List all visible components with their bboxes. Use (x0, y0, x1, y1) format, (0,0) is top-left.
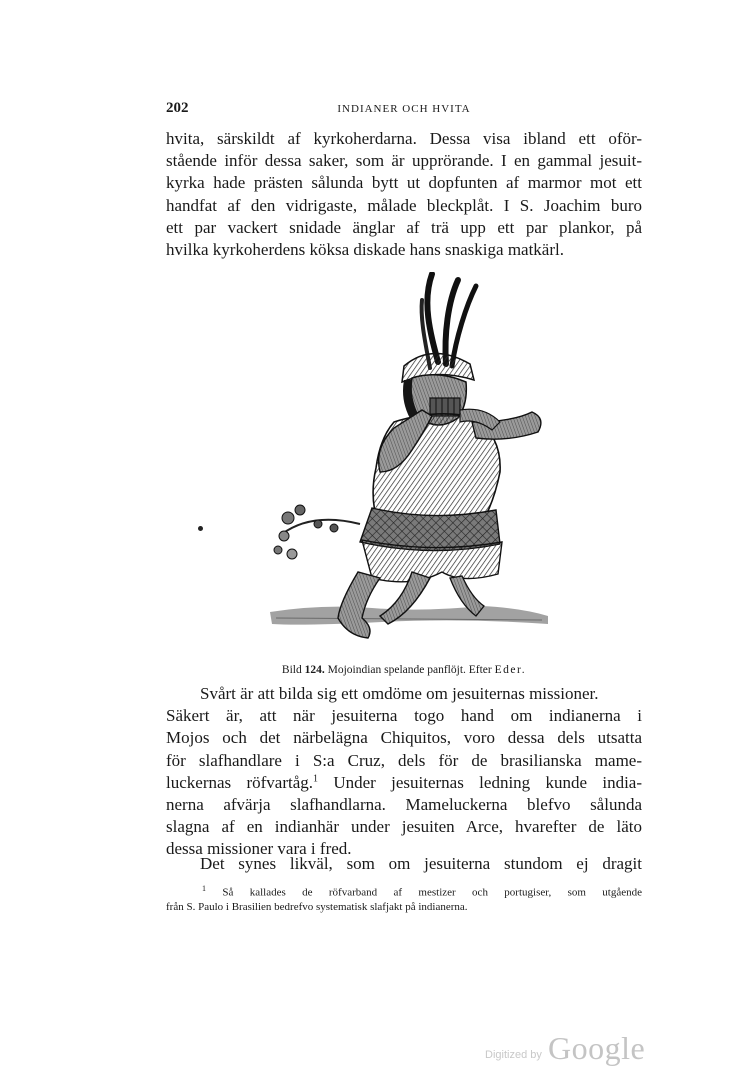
paragraph-top (166, 128, 642, 261)
text-line: kyrka hade prästen sålunda bytt ut dopfunten af marmor mot ett (166, 173, 642, 193)
footnote-line (166, 882, 642, 900)
text-line: handfat af den vidrigaste, målade bleckplåt. I S. Joachim buro (166, 195, 642, 215)
caption-number: 124. (304, 664, 325, 676)
text-segment: Under jesuiternas ledning kunde india- (333, 772, 643, 792)
caption-text: Mojoindian spelande panflöjt. Efter (327, 664, 492, 676)
paragraph-last (166, 853, 642, 875)
text-line: slagna af en indianhär under jesuiten Arce, hvarefter de läto (166, 817, 642, 837)
paragraph-main (166, 683, 642, 861)
footnote-marker: 1 (202, 884, 206, 893)
caption-author: Eder. (494, 664, 527, 676)
text-line: för slafhandlare i S:a Cruz, dels för de brasilianska mame- (166, 750, 642, 770)
google-logo: Google (548, 1030, 646, 1066)
caption-prefix: Bild (281, 664, 302, 676)
text-line: hvilka kyrkoherdens köksa diskade hans snaskiga matkärl. (166, 240, 564, 260)
watermark-prefix: Digitized by (485, 1049, 542, 1061)
text-line: ett par vackert snidade änglar af trä upp ett par plankor, på (166, 217, 642, 237)
text-line: Mojos och det närbelägna Chiquitos, voro dessa dels utsatta (166, 728, 642, 748)
page-header (166, 100, 642, 120)
text-line: Det synes likväl, som om jesuiterna stundom ej dragit (200, 854, 642, 873)
google-watermark (485, 1030, 645, 1070)
text-line: stående inför dessa saker, som är upprörande. I en gammal jesuit- (166, 151, 642, 171)
running-head: INDIANER OCH HVITA (337, 103, 471, 115)
text-line: Säkert är, att när jesuiterna togo hand om indianerna i (166, 706, 642, 726)
figure-illustration (262, 272, 552, 654)
footnote-text: Så kallades de röfvarband af mestizer och portugiser, som utgående (222, 886, 642, 899)
figure-caption (166, 664, 642, 676)
footnote-reference: 1 (313, 773, 319, 785)
footnote-line: från S. Paulo i Brasilien bedrefvo systematisk slafjakt på indianerna. (166, 901, 468, 914)
text-line: hvita, särskildt af kyrkoherdarna. Dessa visa ibland ett oför- (166, 129, 642, 148)
page-number: 202 (166, 100, 189, 116)
text-line: Svårt är att bilda sig ett omdöme om jesuiternas missioner. (200, 684, 599, 703)
text-line-with-footnote (166, 772, 642, 794)
print-speck (198, 526, 203, 531)
text-line: dessa missioner vara i fred. (166, 839, 352, 859)
footnote (166, 882, 642, 915)
text-line: nerna afvärja slafhandlarna. Mameluckerna blefvo sålunda (166, 795, 642, 815)
text-segment: luckernas röfvartåg. (166, 772, 314, 792)
